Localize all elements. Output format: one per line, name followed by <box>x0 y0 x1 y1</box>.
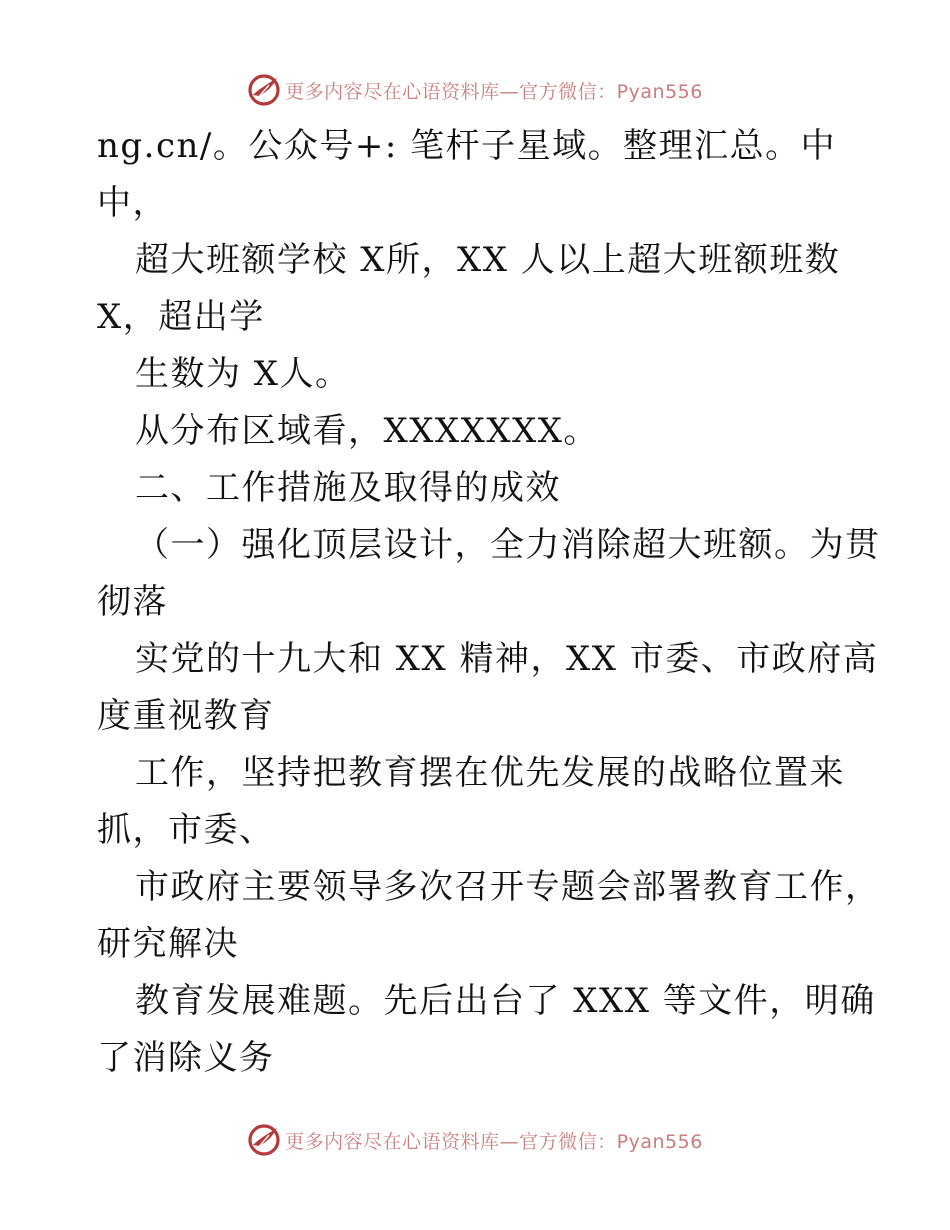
text-line: 实党的十九大和 XX 精神，XX 市委、市政府高 <box>135 639 879 679</box>
header-banner <box>0 70 950 110</box>
text-line: 从分布区域看，XXXXXXX。 <box>135 411 599 451</box>
text-line: （一）强化顶层设计，全力消除超大班额。为贯 <box>135 525 881 565</box>
text-line: 中， <box>97 183 168 223</box>
footer-banner <box>0 1120 950 1160</box>
text-line: 市政府主要领导多次召开专题会部署教育工作， <box>135 867 881 907</box>
document-body <box>97 118 887 1087</box>
quill-logo-icon <box>247 1123 281 1157</box>
text-line: 超大班额学校 X所，XX 人以上超大班额班数 <box>135 240 841 280</box>
text-line: 了消除义务 <box>97 1038 275 1078</box>
text-line: 生数为 X人。 <box>135 354 351 394</box>
footer-banner-text: 更多内容尽在心语资料库—官方微信：Pyan556 <box>285 1130 703 1153</box>
text-line: 教育发展难题。先后出台了 XXX 等文件，明确 <box>135 981 876 1021</box>
text-line: 度重视教育 <box>97 696 275 736</box>
text-line: 工作，坚持把教育摆在优先发展的战略位置来 <box>135 753 845 793</box>
text-line: ng.cn/。公众号+: 笔杆子星域。整理汇总。中 <box>97 126 837 166</box>
section-heading: 二、工作措施及取得的成效 <box>135 468 561 508</box>
text-line: 彻落 <box>97 582 168 622</box>
header-banner-text: 更多内容尽在心语资料库—官方微信：Pyan556 <box>285 80 703 103</box>
text-line: X，超出学 <box>97 297 265 337</box>
text-line: 抓，市委、 <box>97 810 275 850</box>
text-line: 研究解决 <box>97 924 239 964</box>
quill-logo-icon <box>247 73 281 107</box>
